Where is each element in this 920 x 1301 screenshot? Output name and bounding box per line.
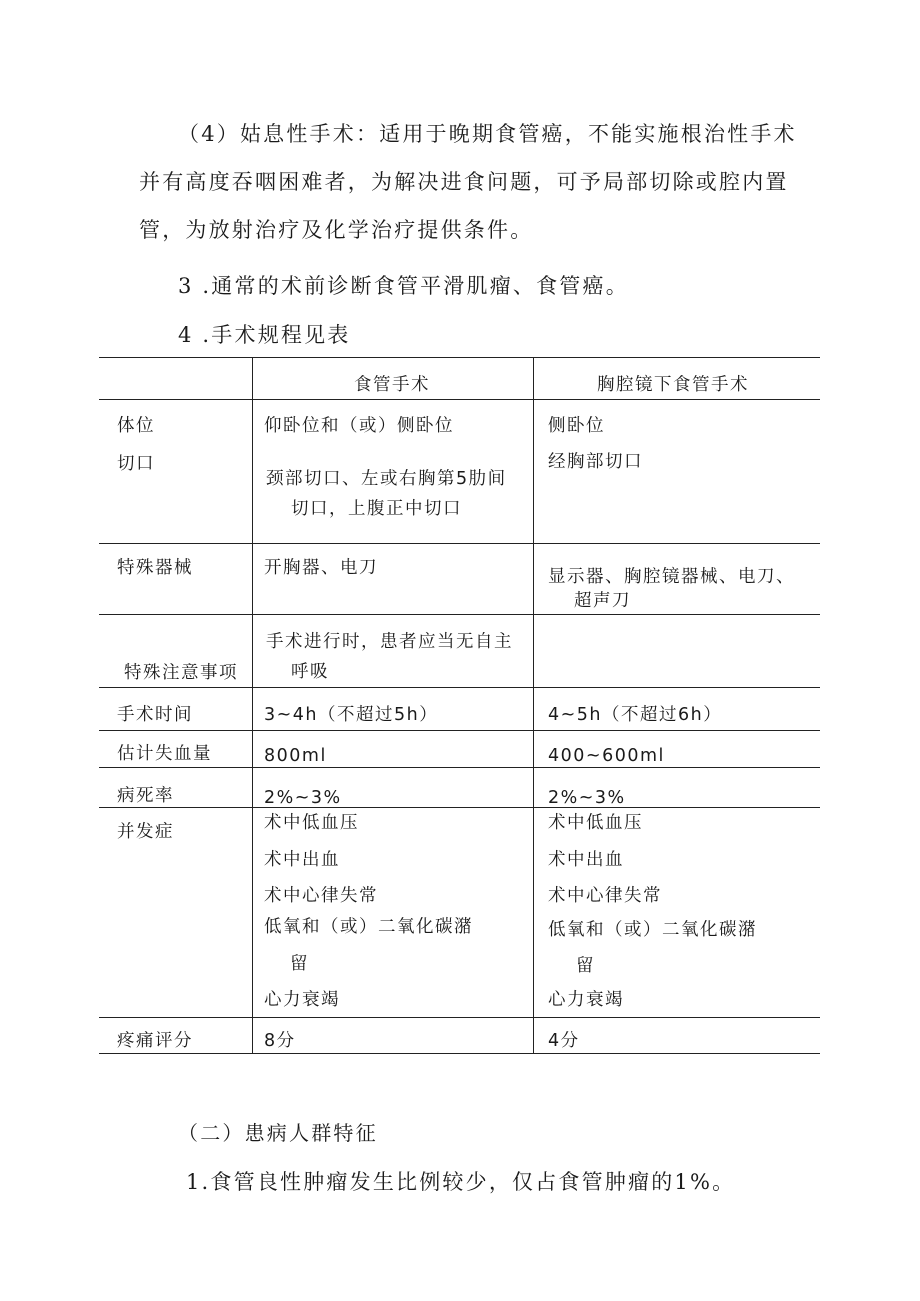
table-rule (99, 357, 820, 358)
cell-precautions-col1-line2: 呼吸 (291, 662, 329, 682)
item-3-paragraph: 3 .通常的术前诊断食管平滑肌瘤、食管癌。 (178, 274, 629, 298)
row-label-position: 体位 (117, 416, 155, 436)
table-rule (99, 730, 820, 731)
cell-instruments-col1: 开胸器、电刀 (264, 558, 378, 578)
palliative-surgery-line-3: 管，为放射治疗及化学治疗提供条件。 (139, 218, 534, 242)
table-rule (99, 687, 820, 688)
cell-incision-col1-line1: 颈部切口、左或右胸第5肋间 (266, 469, 507, 489)
cell-pain-col1: 8分 (264, 1031, 296, 1051)
cell-incision-col2: 经胸部切口 (548, 452, 643, 472)
cell-complications-col2-item: 术中出血 (548, 850, 624, 870)
cell-complications-col1-item: 术中心律失常 (264, 886, 378, 906)
cell-pain-col2: 4分 (548, 1031, 580, 1051)
section-2-item-1: 1.食管良性肿瘤发生比例较少，仅占食管肿瘤的1%。 (186, 1170, 736, 1194)
table-rule (99, 614, 820, 615)
cell-complications-col2-item: 留 (576, 956, 595, 976)
cell-incision-col1-line2: 切口，上腹正中切口 (291, 499, 462, 519)
row-label-duration: 手术时间 (117, 705, 193, 725)
palliative-surgery-line-2: 并有高度吞咽困难者，为解决进食问题，可予局部切除或腔内置 (139, 170, 789, 194)
section-heading-patient-population: （二）患病人群特征 (178, 1121, 378, 1145)
cell-complications-col2-item: 心力衰竭 (548, 990, 624, 1010)
cell-complications-col2-item: 术中心律失常 (548, 886, 662, 906)
table-rule (99, 767, 820, 768)
table-rule (99, 1017, 820, 1018)
table-rule (99, 543, 820, 544)
cell-complications-col1-item: 低氧和（或）二氧化碳潴 (264, 917, 473, 937)
cell-instruments-col2-line1: 显示器、胸腔镜器械、电刀、 (548, 567, 795, 587)
header-thoracoscopic-surgery: 胸腔镜下食管手术 (597, 375, 749, 395)
cell-complications-col1-item: 术中出血 (264, 850, 340, 870)
cell-instruments-col2-line2: 超声刀 (574, 591, 631, 611)
cell-complications-col1-item: 术中低血压 (264, 813, 359, 833)
table-column-rule (252, 357, 253, 1053)
cell-position-col1: 仰卧位和（或）侧卧位 (264, 416, 454, 436)
row-label-incision: 切口 (117, 454, 155, 474)
table-rule (99, 807, 820, 808)
cell-complications-col2-item: 低氧和（或）二氧化碳潴 (548, 920, 757, 940)
table-rule (99, 399, 820, 400)
row-label-blood-loss: 估计失血量 (117, 744, 212, 764)
cell-complications-col1-item: 心力衰竭 (264, 990, 340, 1010)
cell-duration-col2: 4~5h（不超过6h） (548, 705, 723, 725)
row-label-mortality: 病死率 (117, 786, 174, 806)
cell-duration-col1: 3~4h（不超过5h） (264, 705, 439, 725)
table-column-rule (533, 357, 534, 1053)
header-esophageal-surgery: 食管手术 (354, 375, 430, 395)
cell-mortality-col1: 2%~3% (264, 788, 342, 808)
cell-complications-col2-item: 术中低血压 (548, 813, 643, 833)
row-label-instruments: 特殊器械 (117, 558, 193, 578)
cell-position-col2: 侧卧位 (548, 416, 605, 436)
row-label-precautions: 特殊注意事项 (124, 663, 238, 683)
item-4-paragraph: 4 .手术规程见表 (178, 323, 351, 347)
row-label-pain-score: 疼痛评分 (117, 1031, 193, 1051)
cell-mortality-col2: 2%~3% (548, 788, 626, 808)
cell-complications-col1-item: 留 (290, 954, 309, 974)
palliative-surgery-line-1: （4）姑息性手术：适用于晚期食管癌，不能实施根治性手术 (178, 122, 797, 146)
cell-blood-loss-col1: 800ml (264, 746, 327, 766)
cell-precautions-col1-line1: 手术进行时，患者应当无自主 (266, 632, 513, 652)
table-rule (99, 1053, 820, 1054)
row-label-complications: 并发症 (117, 822, 174, 842)
cell-blood-loss-col2: 400~600ml (548, 746, 665, 766)
